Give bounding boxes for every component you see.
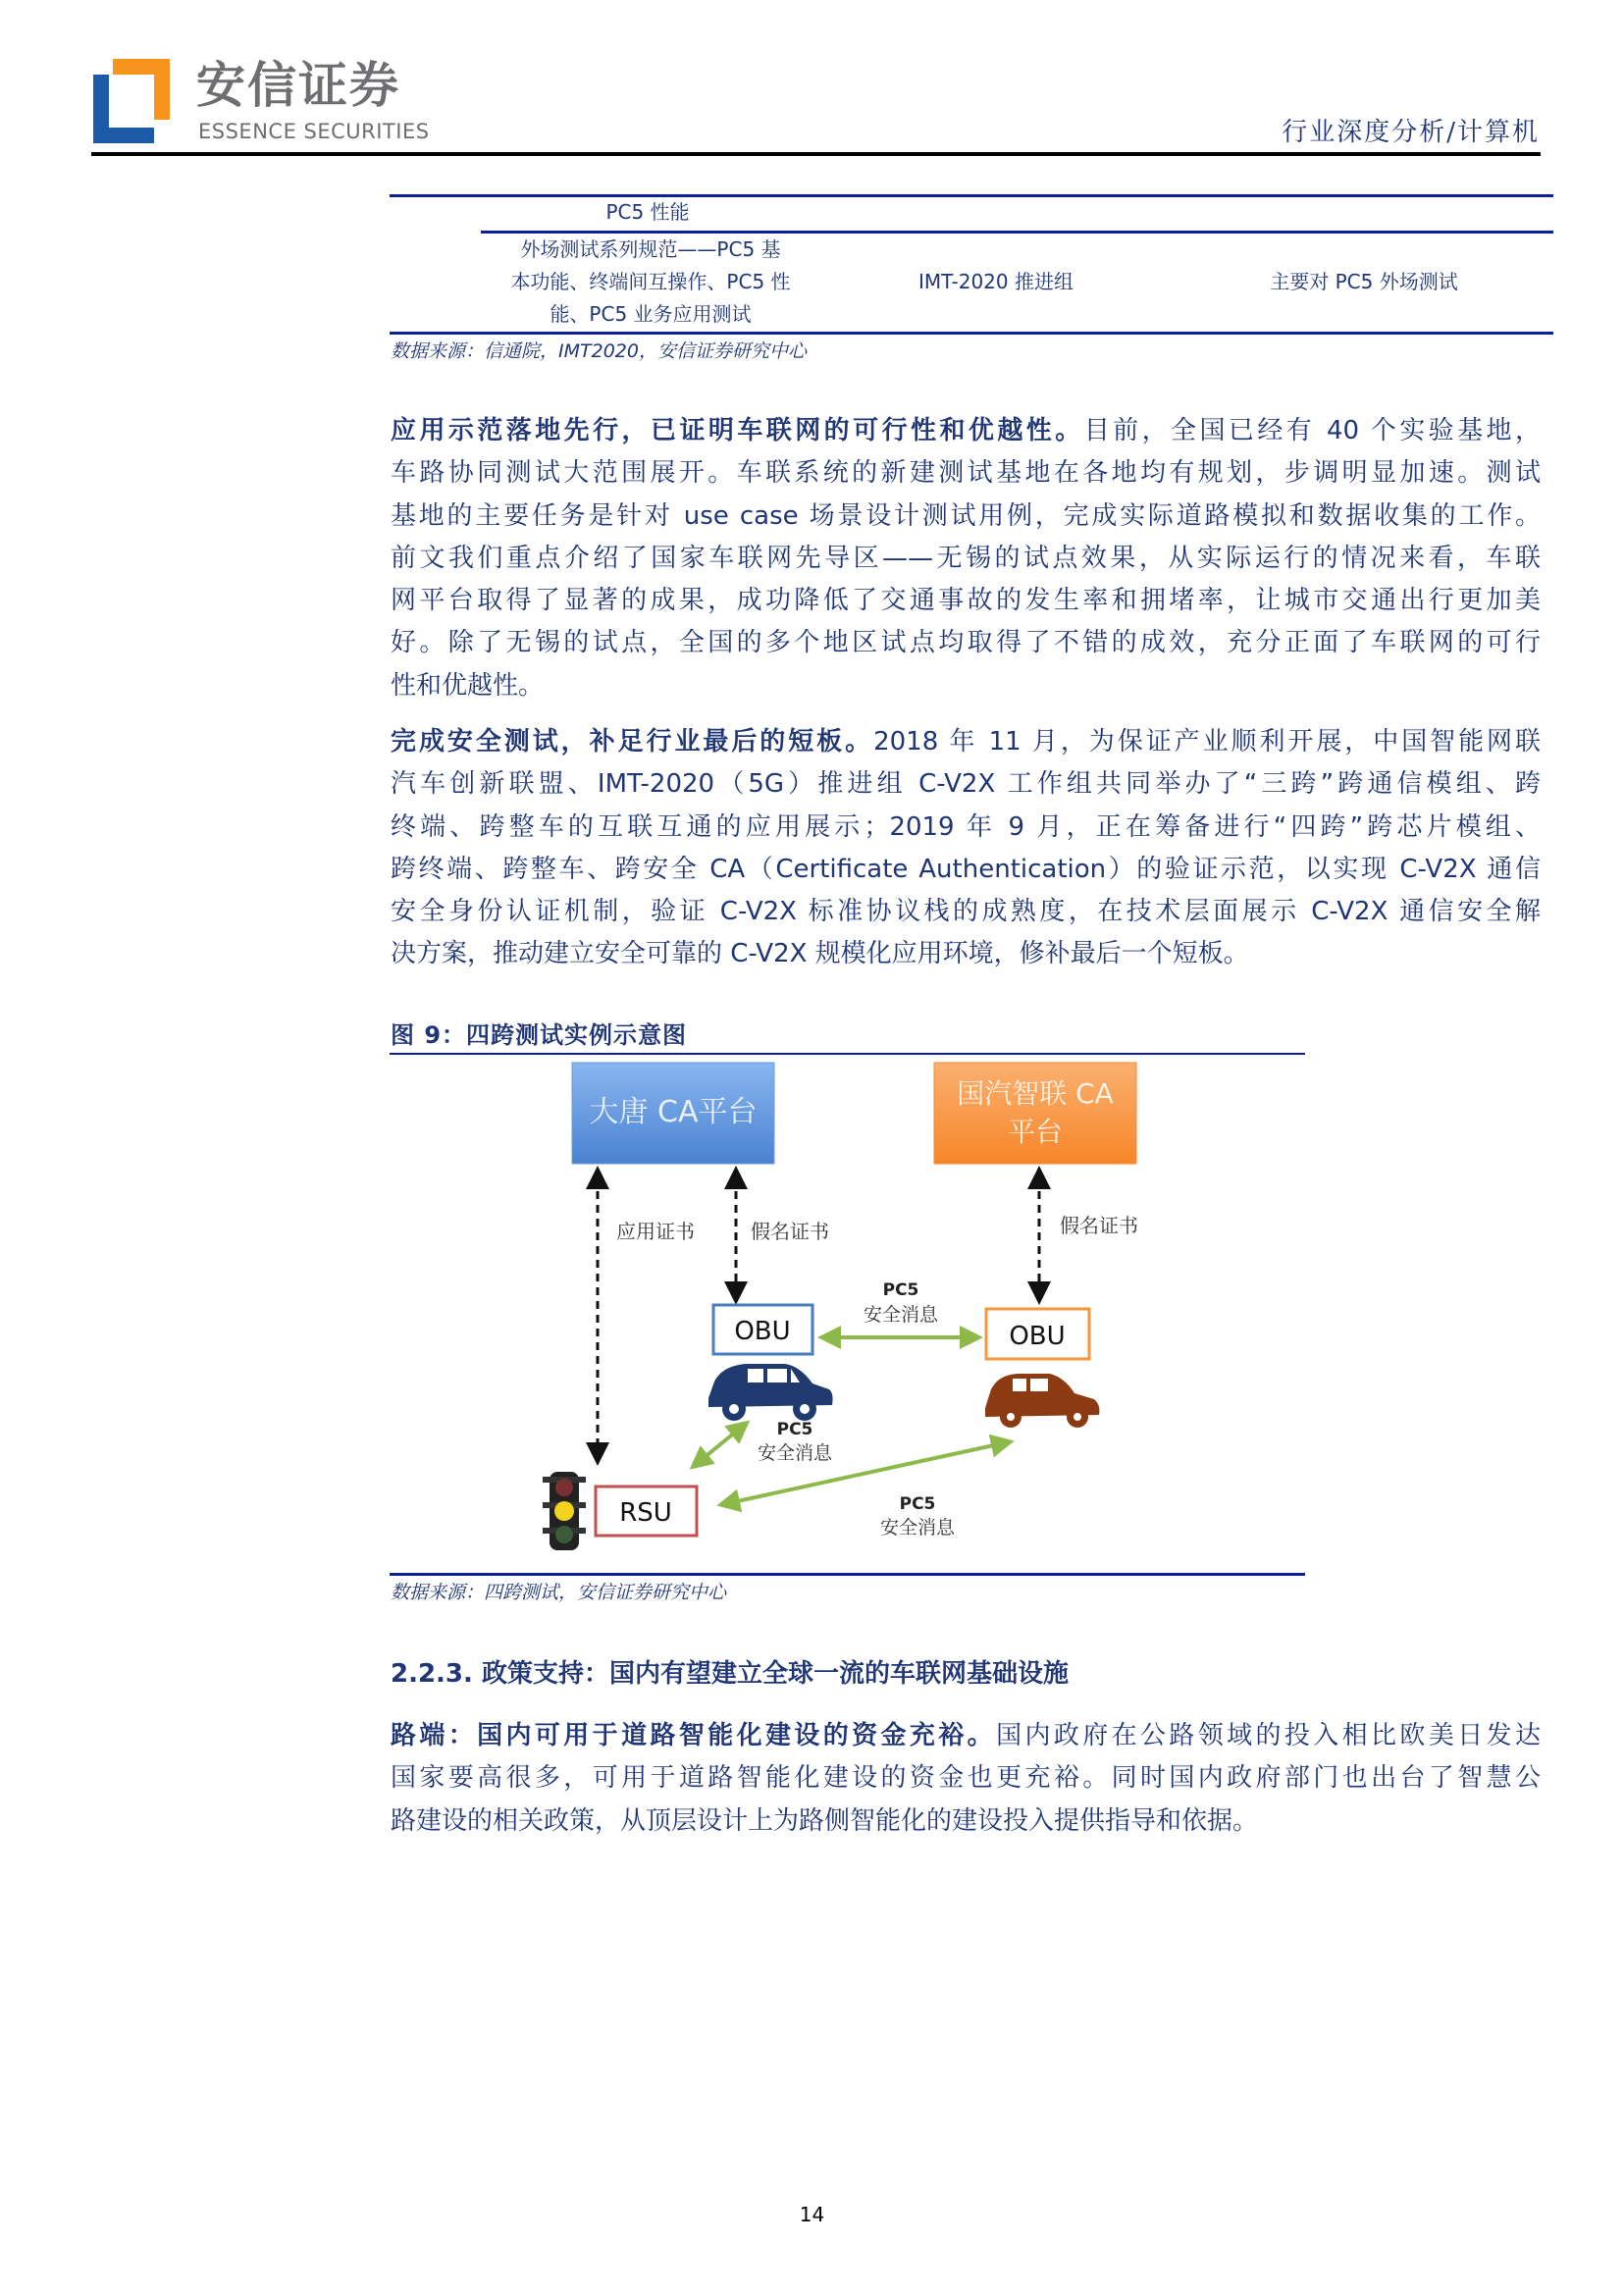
page-number: 14: [799, 2203, 825, 2226]
paragraph-line: 车路协同测试大范围展开。车联系统的新建测试基地在各地均有规划，步调明显加速。测试: [391, 458, 1541, 489]
traffic-light-icon: [543, 1472, 586, 1550]
paragraph-road-funding: [391, 1715, 1541, 1843]
table-cell-line: 能、PC5 业务应用测试: [550, 302, 752, 326]
paragraph-line: 好。除了无锡的试点，全国的多个地区试点均取得了不错的成效，充分正面了车联网的可行: [391, 628, 1541, 658]
obu-right-label: OBU: [1009, 1322, 1066, 1351]
report-category: 行业深度分析/计算机: [1282, 118, 1540, 147]
table-cell: PC5 性能: [605, 200, 690, 224]
pc5-label: PC5: [899, 1494, 936, 1514]
figure-rule-bottom: [390, 1573, 1305, 1576]
rsu-label: RSU: [619, 1498, 672, 1528]
table-cell-line: 本功能、终端间互操作、PC5 性: [510, 270, 791, 293]
pseudo-cert-label-right: 假名证书: [1060, 1214, 1138, 1237]
table-cell-scope: 主要对 PC5 外场测试: [1270, 270, 1458, 293]
safety-msg-label: 安全消息: [757, 1442, 833, 1464]
obu-right-box: [986, 1309, 1089, 1359]
paragraph-lead: 应用示范落地先行，已证明车联网的可行性和优越性。: [391, 416, 1084, 445]
paragraph-line: 网平台取得了显著的成果，成功降低了交通事故的发生率和拥堵率，让城市交通出行更加美: [391, 586, 1541, 616]
guoqi-ca-label-line2: 平台: [1007, 1116, 1064, 1148]
safety-msg-label: 安全消息: [863, 1304, 939, 1326]
paragraph-lead: 完成安全测试，补足行业最后的短板。: [391, 727, 874, 757]
brown-car-icon: [985, 1374, 1099, 1428]
figure-title: 图 9：四跨测试实例示意图: [391, 1021, 688, 1049]
obu-left-label: OBU: [734, 1317, 791, 1346]
pc5-label: PC5: [882, 1280, 919, 1300]
pseudo-cert-label-left: 假名证书: [751, 1220, 829, 1243]
guoqi-ca-label-line1: 国汽智联 CA: [957, 1077, 1114, 1110]
rsu-box: [596, 1487, 697, 1536]
paragraph-line: 终端、跨整车的互联互通的应用展示；2019 年 9 月，正在筹备进行“四跨”跨芯片模组、: [391, 811, 1541, 842]
paragraph-line: 跨终端、跨整车、跨安全 CA（Certificate Authentication）的验证示范，以实现 C-V2X 通信: [391, 854, 1541, 884]
logo-text-en: ESSENCE SECURITIES: [198, 120, 430, 143]
table-cell-line: 外场测试系列规范——PC5 基: [520, 237, 781, 261]
paragraph-line: 基地的主要任务是针对 use case 场景设计测试用例，完成实际道路模拟和数据收集的工作。: [391, 500, 1541, 531]
datang-ca-label: 大唐 CA平台: [589, 1095, 758, 1129]
blue-car-icon: [708, 1364, 833, 1421]
paragraph-line: 安全身份认证机制，验证 C-V2X 标准协议栈的成熟度，在技术层面展示 C-V2X 通信安全解: [391, 897, 1541, 927]
figure-source: 数据来源：四跨测试，安信证券研究中心: [391, 1582, 727, 1603]
paragraph-text: 2018 年 11 月，为保证产业顺利开展，中国智能网联: [873, 727, 1541, 757]
paragraph-line: 性和优越性。: [391, 670, 545, 701]
safety-msg-label: 安全消息: [879, 1517, 956, 1539]
paragraph-text: 目前，全国已经有 40 个实验基地，: [1083, 416, 1541, 445]
paragraph-line: 决方案，推动建立安全可靠的 C-V2X 规模化应用环境，修补最后一个短板。: [391, 939, 1249, 969]
paragraph-line: 路建设的相关政策，从顶层设计上为路侧智能化的建设投入提供指导和依据。: [391, 1805, 1259, 1836]
paragraph-line: 汽车创新联盟、IMT-2020（5G）推进组 C-V2X 工作组共同举办了“三跨”跨通信模组、跨: [391, 769, 1541, 800]
guoqi-ca-box: [934, 1063, 1136, 1164]
logo-text-cn: 安信证券: [196, 57, 400, 114]
paragraph-line: 国家要高很多，可用于道路智能化建设的资金也更充裕。同时国内政府部门也出台了智慧公: [391, 1763, 1541, 1794]
table-source: 数据来源：信通院，IMT2020，安信证券研究中心: [391, 340, 807, 362]
table-cell-org: IMT-2020 推进组: [917, 270, 1074, 293]
app-cert-label: 应用证书: [616, 1220, 695, 1243]
paragraph-line: 前文我们重点介绍了国家车联网先导区——无锡的试点效果，从实际运行的情况来看，车联: [391, 543, 1541, 573]
rsu-obu-arrow: [699, 1428, 741, 1462]
obu-left-box: [713, 1305, 812, 1354]
pc5-label: PC5: [776, 1420, 813, 1439]
paragraph-text: 国内政府在公路领域的投入相比欧美日发达: [996, 1721, 1541, 1750]
section-heading: 2.2.3. 政策支持：国内有望建立全球一流的车联网基础设施: [391, 1659, 1069, 1689]
paragraph-lead: 路端：国内可用于道路智能化建设的资金充裕。: [391, 1721, 997, 1750]
datang-ca-box: [572, 1063, 774, 1164]
